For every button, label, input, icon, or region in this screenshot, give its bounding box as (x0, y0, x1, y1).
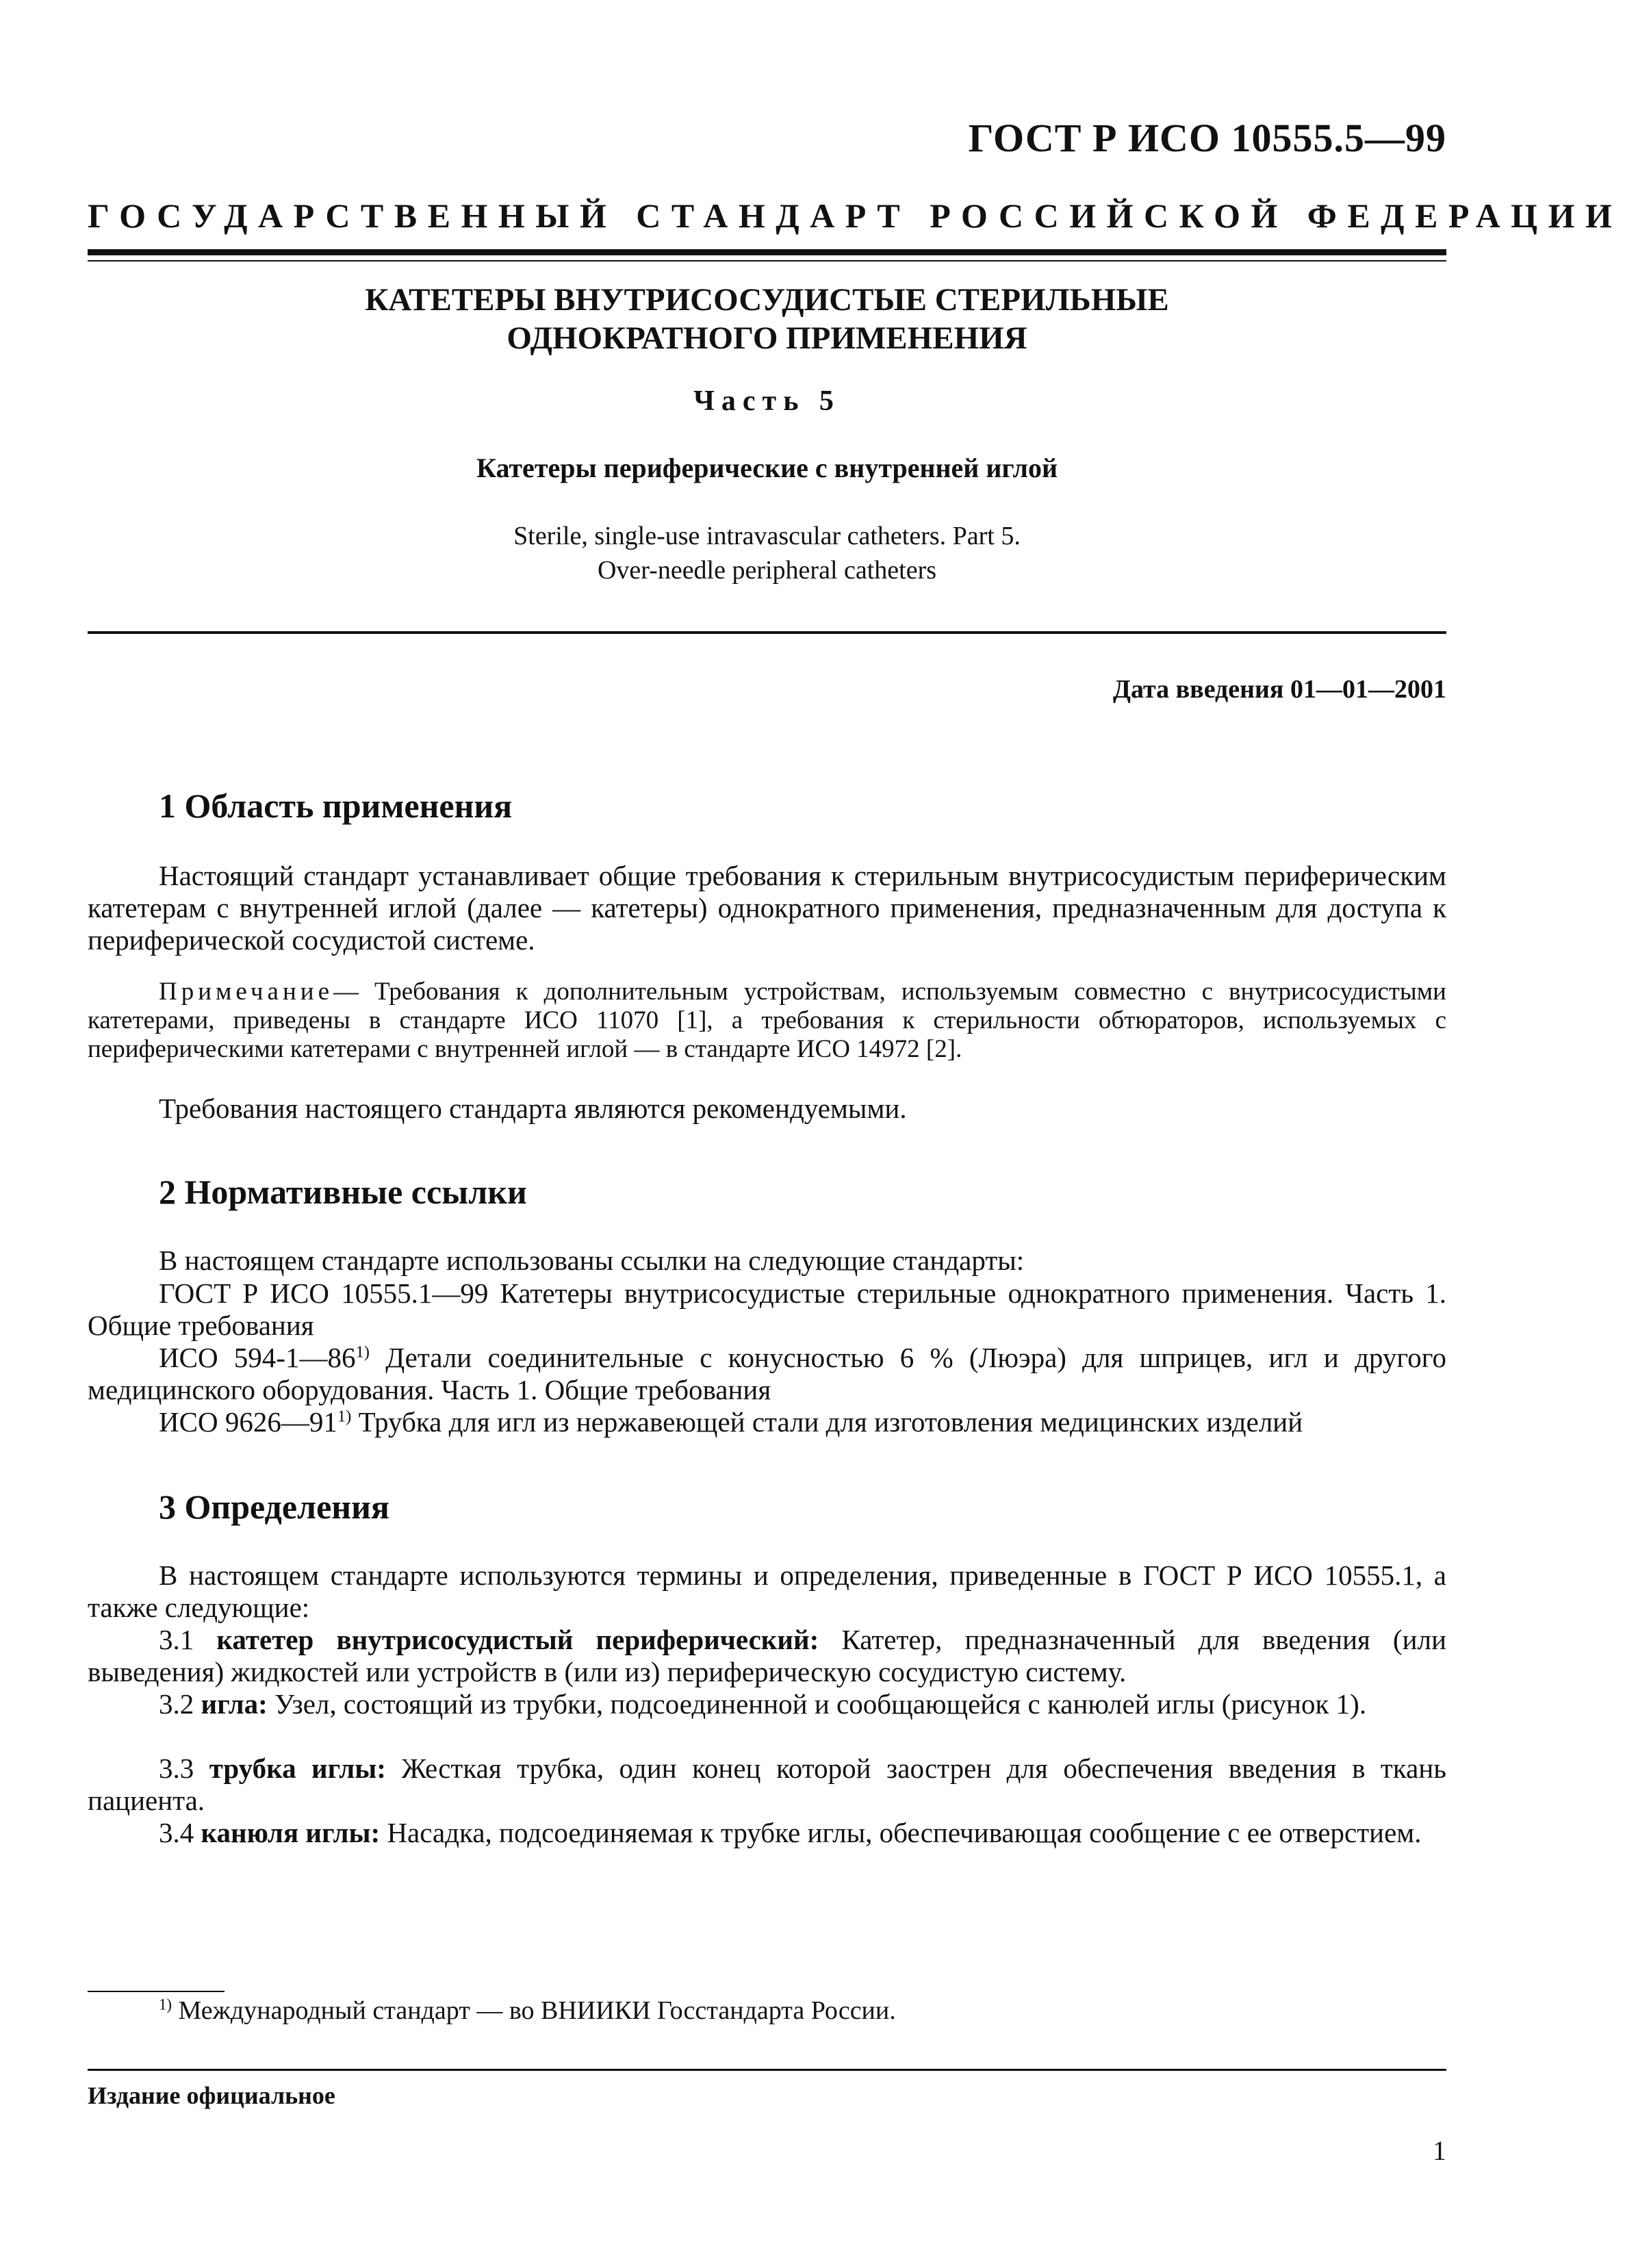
part-label: Часть 5 (693, 385, 841, 417)
english-title-line-1: Sterile, single-use intravascular catheters. Part 5. (513, 522, 1021, 550)
reference-1-text: ГОСТ Р ИСО 10555.1—99 Катетеры внутрисосудистые стерильные однократного применения. Часть 1. Общие требования (88, 1277, 1446, 1341)
title-line-1: КАТЕТЕРЫ ВНУТРИСОСУДИСТЫЕ СТЕРИЛЬНЫЕ (365, 282, 1169, 318)
definition-3-2 (88, 1688, 1446, 1720)
section-1-paragraph (88, 860, 1446, 956)
note-label: Примечание (159, 978, 333, 1006)
title-line-2: ОДНОКРАТНОГО ПРИМЕНЕНИЯ (507, 320, 1027, 356)
document-title (88, 281, 1446, 357)
definition-3-4-term: канюля иглы: (201, 1817, 381, 1848)
footnote-rule (88, 1991, 225, 1992)
footnote (159, 1996, 896, 2026)
document-code: ГОСТ Р ИСО 10555.5—99 (968, 116, 1446, 160)
definition-3-2-term: игла: (201, 1688, 268, 1720)
reference-1 (88, 1277, 1446, 1342)
page-number: 1 (1433, 2135, 1446, 2166)
introduction-date: Дата введения 01—01—2001 (1112, 675, 1446, 704)
header-rule-thin (88, 260, 1446, 262)
definition-3-3 (88, 1753, 1446, 1817)
reference-3 (88, 1406, 1446, 1438)
section-1-paragraph-2 (88, 1093, 1446, 1125)
section-3-intro (88, 1559, 1446, 1624)
definition-3-3-text: Жесткая трубка, один конец которой заострен для обеспечения введения в ткань пациента. (88, 1753, 1446, 1816)
section-2-heading: 2 Нормативные ссылки (159, 1173, 527, 1211)
footnote-mark: 1) (159, 1996, 172, 2013)
footnote-text: Международный стандарт — во ВНИИКИ Госстандарта России. (172, 1996, 896, 2025)
definition-3-1-term: катетер внутрисосудистый периферический: (216, 1624, 819, 1655)
definition-3-3-number: 3.3 (159, 1753, 209, 1784)
section-2-intro-text: В настоящем стандарте использованы ссылки на следующие стандарты: (159, 1245, 1025, 1276)
reference-3-text: Трубка для игл из нержавеющей стали для изготовления медицинских изделий (351, 1406, 1303, 1438)
section-1-note (88, 978, 1446, 1064)
document-subtitle: Катетеры периферические с внутренней иглой (476, 453, 1058, 483)
definition-3-2-number: 3.2 (159, 1688, 201, 1720)
section-3-intro-text: В настоящем стандарте используются термины и определения, приведенные в ГОСТ Р ИСО 10555.1, а также следующие: (88, 1559, 1446, 1623)
title-rule (88, 631, 1446, 634)
reference-2 (88, 1342, 1446, 1406)
definition-3-4-number: 3.4 (159, 1817, 201, 1848)
state-standard-banner: ГОСУДАРСТВЕННЫЙ СТАНДАРТ РОССИЙСКОЙ ФЕДЕРАЦИИ (88, 196, 1623, 235)
edition-label: Издание официальное (88, 2082, 335, 2109)
definition-3-4 (88, 1817, 1446, 1849)
note-text: — Требования к дополнительным устройствам, используемым совместно с внутрисосудистыми катетерами, приведены в стандарте ИСО 11070 [1], а требования к стерильности обтюраторов, используемых с периферическими катетерами с внутренней иглой — в стандарте ИСО 14972 [2]. (88, 978, 1446, 1063)
definition-3-2-text: Узел, состоящий из трубки, подсоединенной и сообщающейся с канюлей иглы (рисунок 1). (267, 1688, 1367, 1720)
reference-2-code: ИСО 594-1—86 (159, 1342, 356, 1373)
section-1-heading: 1 Область применения (159, 787, 513, 825)
definition-3-1-text: Катетер, предназначенный для введения (или выведения) жидкостей или устройств в (или из) периферическую сосудистую систему. (88, 1624, 1447, 1687)
definition-3-1 (88, 1624, 1446, 1688)
definition-3-1-number: 3.1 (159, 1624, 217, 1655)
reference-2-footnote-mark: 1) (355, 1342, 370, 1362)
header-rule-thick (88, 249, 1446, 255)
reference-3-footnote-mark: 1) (337, 1407, 352, 1426)
english-title (88, 519, 1446, 587)
english-title-line-2: Over-needle peripheral catheters (597, 556, 937, 585)
section-1-paragraph-text: Настоящий стандарт устанавливает общие требования к стерильным внутрисосудистым периферическим катетерам с внутренней иглой (далее — катетеры) однократного применения, предназначенным для доступа к периферической сосудистой системе. (88, 860, 1446, 956)
section-3-heading: 3 Определения (159, 1488, 389, 1526)
footer-rule (88, 2069, 1446, 2071)
reference-3-code: ИСО 9626—91 (159, 1406, 337, 1438)
reference-2-text: Детали соединительные с конусностью 6 % (Люэра) для шприцев, игл и другого медицинского оборудования. Часть 1. Общие требования (88, 1342, 1447, 1405)
definition-3-4-text: Насадка, подсоединяемая к трубке иглы, обеспечивающая сообщение с ее отверстием. (380, 1817, 1422, 1848)
section-1-paragraph-2-text: Требования настоящего стандарта являются рекомендуемыми. (159, 1093, 907, 1124)
section-2-intro (88, 1245, 1446, 1277)
definition-3-3-term: трубка иглы: (209, 1753, 386, 1784)
